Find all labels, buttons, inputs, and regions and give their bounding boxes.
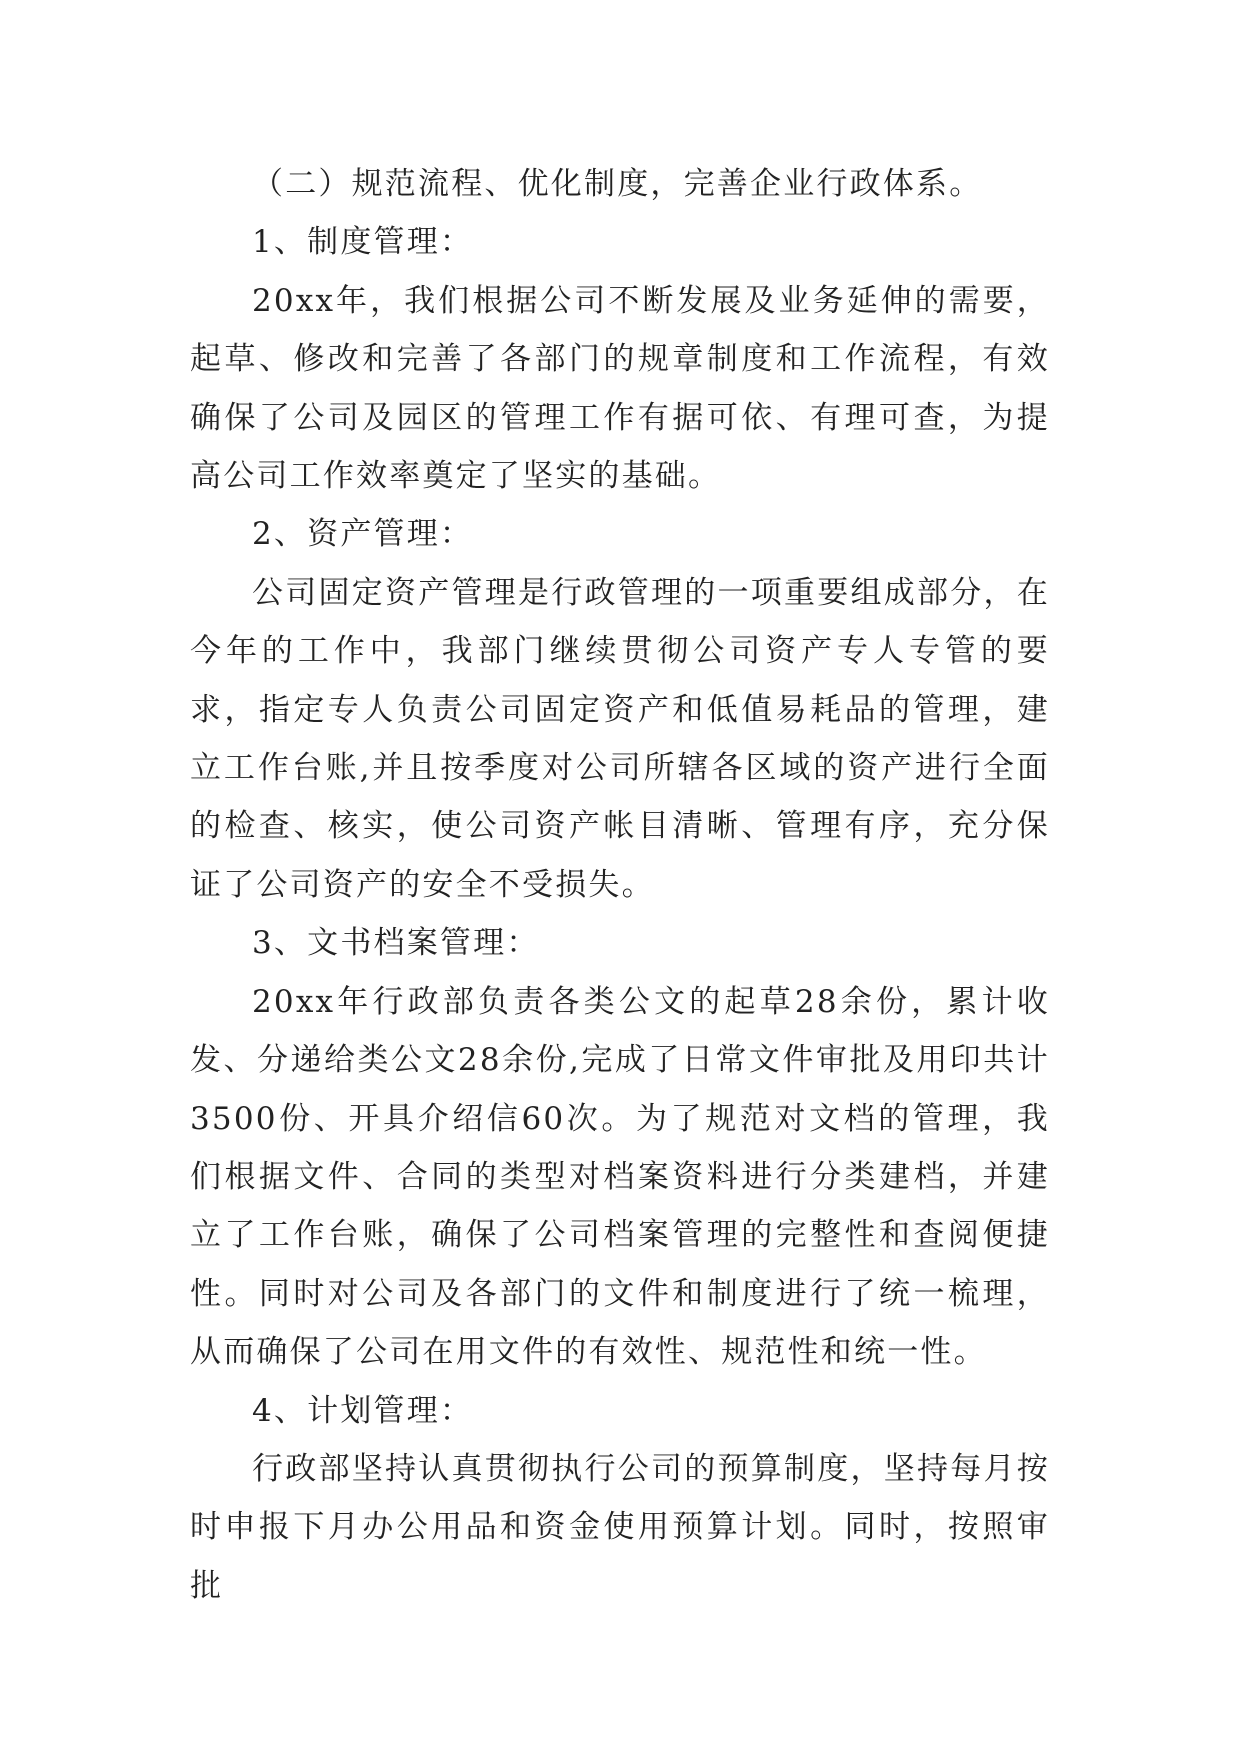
- item-heading-institution-management: 1、制度管理：: [252, 224, 474, 261]
- item-heading-asset-management: 2、资产管理：: [252, 516, 474, 553]
- section-title: （二）规范流程、优化制度，完善企业行政体系。: [252, 166, 983, 202]
- item-body-plan-management: 行政部坚持认真贯彻执行公司的预算制度，坚持每月按时申报下月办公用品和资金使用预算计划。同时，按照审批: [190, 1450, 1050, 1604]
- item-heading-archive-management: 3、文书档案管理：: [252, 925, 540, 962]
- document-body: [190, 155, 1050, 1615]
- item-heading-plan-management: 4、计划管理：: [252, 1392, 474, 1429]
- item-body-asset-management: 公司固定资产管理是行政管理的一项重要组成部分，在今年的工作中，我部门继续贯彻公司资产专人专管的要求，指定专人负责公司固定资产和低值易耗品的管理，建立工作台账,并且按季度对公司所辖各区域的资产进行全面的检查、核实，使公司资产帐目清晰、管理有序，充分保证了公司资产的安全不受损失。: [190, 574, 1050, 903]
- item-body-institution-management: 20xx年，我们根据公司不断发展及业务延伸的需要，起草、修改和完善了各部门的规章制度和工作流程，有效确保了公司及园区的管理工作有据可依、有理可查，为提高公司工作效率奠定了坚实的基础。: [190, 282, 1050, 495]
- item-body-archive-management: 20xx年行政部负责各类公文的起草28余份，累计收发、分递给类公文28余份,完成了日常文件审批及用印共计3500份、开具介绍信60次。为了规范对文档的管理，我们根据文件、合同的类型对档案资料进行分类建档，并建立了工作台账，确保了公司档案管理的完整性和查阅便捷性。同时对公司及各部门的文件和制度进行了统一梳理，从而确保了公司在用文件的有效性、规范性和统一性。: [190, 983, 1050, 1371]
